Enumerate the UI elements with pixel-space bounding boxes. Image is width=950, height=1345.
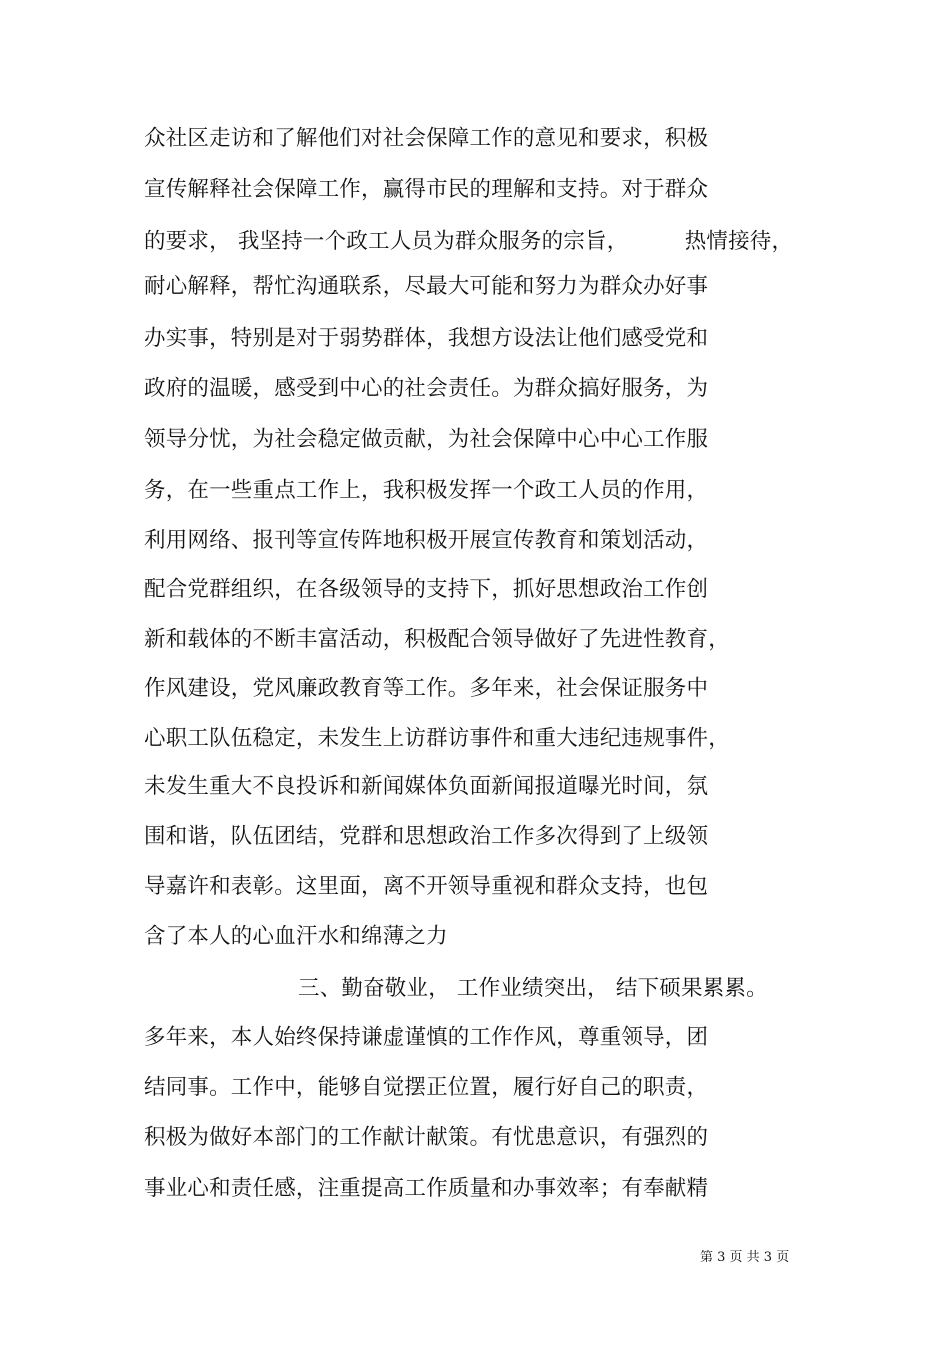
- paragraph-line: 配合党群组织，在各级领导的支持下，抓好思想政治工作创: [144, 577, 709, 602]
- paragraph-line: 未发生重大不良投诉和新闻媒体负面新闻报道曝光时间，氛: [144, 774, 709, 799]
- paragraph-line: 结同事。工作中，能够自觉摆正位置，履行好自己的职责，: [144, 1075, 709, 1100]
- paragraph-line: 作风建设，党风廉政教育等工作。多年来，社会保证服务中: [144, 676, 709, 701]
- paragraph-line: 领导分忧，为社会稳定做贡献，为社会保障中心中心工作服: [144, 427, 709, 452]
- section-heading: 三、勤奋敬业， 工作业绩突出， 结下硕果累累。: [298, 976, 768, 1001]
- paragraph-line: 宣传解释社会保障工作，赢得市民的理解和支持。对于群众: [144, 177, 709, 202]
- paragraph-line: 导嘉许和表彰。这里面，离不开领导重视和群众支持，也包: [144, 874, 709, 899]
- paragraph-line: 围和谐，队伍团结，党群和思想政治工作多次得到了上级领: [144, 824, 709, 849]
- paragraph-line: 众社区走访和了解他们对社会保障工作的意见和要求，积极: [144, 126, 709, 151]
- paragraph-line: 事业心和责任感，注重提高工作质量和办事效率；有奉献精: [144, 1176, 709, 1201]
- paragraph-line: 耐心解释，帮忙沟通联系，尽最大可能和努力为群众办好事: [144, 274, 709, 299]
- paragraph-line: 办实事，特别是对于弱势群体，我想方设法让他们感受党和: [144, 326, 709, 351]
- paragraph-line: 务，在一些重点工作上，我积极发挥一个政工人员的作用，: [144, 478, 709, 503]
- paragraph-line: 新和载体的不断丰富活动，积极配合领导做好了先进性教育，: [144, 627, 730, 652]
- paragraph-line: 利用网络、报刊等宣传阵地积极开展宣传教育和策划活动，: [144, 528, 709, 553]
- page-number-footer: 第 3 页 共 3 页: [700, 1250, 790, 1265]
- paragraph-line: 多年来，本人始终保持谦虚谨慎的工作作风，尊重领导，团: [144, 1025, 709, 1050]
- paragraph-line: 积极为做好本部门的工作献计献策。有忧患意识，有强烈的: [144, 1125, 709, 1150]
- paragraph-line: 的要求， 我坚持一个政工人员为群众服务的宗旨， 热情接待，: [144, 229, 794, 254]
- paragraph-line: 心职工队伍稳定，未发生上访群访事件和重大违纪违规事件，: [144, 726, 730, 751]
- paragraph-line: 含了本人的心血汗水和绵薄之力: [144, 924, 448, 949]
- paragraph-line: 政府的温暖，感受到中心的社会责任。为群众搞好服务，为: [144, 376, 709, 401]
